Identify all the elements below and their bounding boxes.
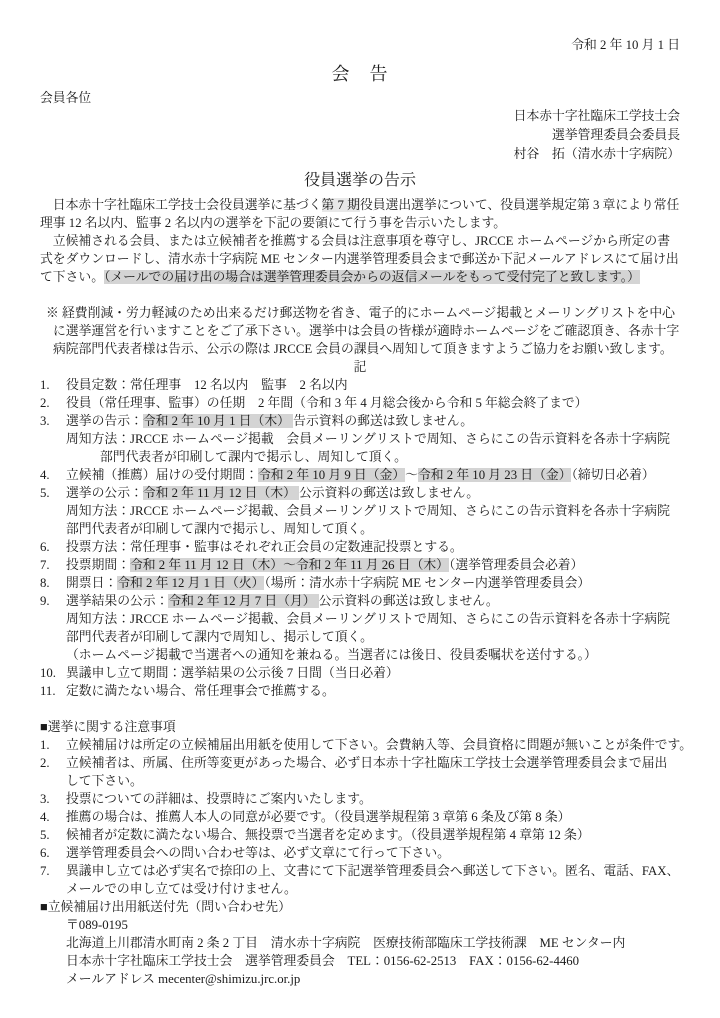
item-number: 5. <box>40 486 50 500</box>
highlighted-text: 令和 2 年 10 月 23 日（金） <box>417 468 572 482</box>
document-date: 令和 2 年 10 月 1 日 <box>571 38 680 52</box>
item-number: 3. <box>40 414 50 428</box>
item-number: 9. <box>40 594 50 608</box>
text-run: 定数に満たない場合、常任理事会で推薦する。 <box>66 684 335 698</box>
item-number: 4. <box>40 810 50 824</box>
paragraph-line <box>40 232 680 250</box>
postal-code: 〒089-0195 <box>66 918 128 932</box>
text-run: （締切日必着） <box>571 468 655 482</box>
list-item <box>40 808 680 826</box>
list-item <box>40 466 680 484</box>
text-run: 役員（常任理事、監事）の任期 2 年間（令和 3 年 4 月総会後から令和 5 年総会終了まで） <box>66 396 588 410</box>
paragraph-line <box>40 214 680 232</box>
ki-marker: 記 <box>353 360 367 374</box>
list-item <box>40 754 680 790</box>
salutation: 会員各位 <box>40 91 92 105</box>
address-line: 北海道上川郡清水町南 2 条 2 丁目 清水赤十字病院 医療技術部臨床工学技術課 ME センター内 <box>66 936 626 950</box>
list-item <box>40 394 680 412</box>
item-line <box>66 556 680 574</box>
text-run: 投票期間： <box>66 558 130 572</box>
highlighted-text: 令和 2 年 12 月 7 日（月） <box>168 594 319 608</box>
sender-block <box>40 107 680 164</box>
text-run: 選挙の公示： <box>66 486 143 500</box>
intro-paragraph-1 <box>40 196 680 232</box>
text-run: 周知方法：JRCCE ホームページ掲載 会員メーリングリストで周知、さらにこの告示資料を各赤十字病院 <box>66 432 670 446</box>
list-item <box>40 412 680 466</box>
highlighted-text: 第 7 期 <box>321 198 360 212</box>
paragraph-line <box>40 196 680 214</box>
text-run: 日本赤十字社臨床工学技士会役員選挙に基づく <box>40 198 322 212</box>
text-run: 投票についての詳細は、投票時にご案内いたします。 <box>66 792 372 806</box>
text-run: 異議申し立て期間：選挙結果の公示後 7 日間（当日必着） <box>66 666 399 680</box>
paragraph-line <box>40 268 680 286</box>
list-item <box>40 844 680 862</box>
text-run: 公示資料の郵送は致しません。 <box>318 594 499 608</box>
phone-fax-line: 日本赤十字社臨床工学技士会 選挙管理委員会 TEL：0156-62-2513 FAX：0156-62-4460 <box>66 954 580 968</box>
item-line <box>66 754 680 772</box>
highlighted-text: 令和 2 年 10 月 1 日（木） <box>142 414 294 428</box>
item-line <box>66 520 680 538</box>
list-item <box>40 538 680 556</box>
highlighted-text: 令和 2 年 11 月 12 日（木）～令和 2 年 11 月 26 日（木） <box>129 558 449 572</box>
list-item <box>40 592 680 664</box>
text-run: 開票日： <box>66 576 118 590</box>
list-item <box>40 682 680 700</box>
text-run: 推薦の場合は、推薦人本人の同意が必要です。（役員選挙規程第 3 章第 6 条及び第 8 条） <box>66 810 571 824</box>
item-line <box>66 862 680 880</box>
intro-paragraph-2 <box>40 232 680 286</box>
item-number: 8. <box>40 576 50 590</box>
text-run: 部門代表者が印刷して課内で周知し、掲示して頂く。 <box>66 630 373 644</box>
item-number: 5. <box>40 828 50 842</box>
item-number: 2. <box>40 756 50 770</box>
item-line <box>66 466 680 484</box>
item-number: 7. <box>40 864 50 878</box>
item-line <box>66 736 693 754</box>
text-run: 役員選出選挙について、役員選挙規定第 3 章により常任 <box>359 198 680 212</box>
sender-organization: 日本赤十字社臨床工学技士会 <box>513 109 680 123</box>
list-item <box>40 826 680 844</box>
item-number: 11. <box>40 684 56 698</box>
list-item <box>40 736 693 754</box>
highlighted-text: 令和 2 年 10 月 9 日（金） <box>257 468 406 482</box>
contact-block <box>40 916 680 988</box>
item-line <box>66 502 680 520</box>
notice-list <box>40 736 693 898</box>
paragraph-line <box>40 250 680 268</box>
item-number: 6. <box>40 540 50 554</box>
list-item <box>40 376 680 394</box>
text-run: 立候補届けは所定の立候補届出用紙を使用して下さい。会費納入等、会員資格に問題が無いことが条件です。 <box>66 738 693 752</box>
item-line <box>66 682 680 700</box>
spacer <box>40 286 680 304</box>
item-number: 3. <box>40 792 50 806</box>
text-run: （ホームページ掲載で当選者への通知を兼ねる。当選者には後日、役員委嘱状を送付する。） <box>66 648 597 662</box>
item-line <box>66 484 680 502</box>
text-run: 部門代表者が印刷して課内で掲示し、周知して頂く。 <box>66 522 373 536</box>
text-run: メールでの申し立ては受け付けません。 <box>66 882 297 896</box>
item-number: 10. <box>40 666 56 680</box>
doc-title: 役員選挙の告示 <box>303 172 416 189</box>
list-item <box>40 664 680 682</box>
remark-line: に選挙運営を行いますことをご了承下さい。選挙中は会員の皆様が適時ホームページをご確認頂き、各赤十字 <box>53 324 680 338</box>
text-run: て下さい。 <box>40 270 104 284</box>
text-run: 告示資料の郵送は致しません。 <box>293 414 474 428</box>
remark-line: ※ 経費削減・労力軽減のため出来るだけ郵送物を省き、電子的にホームページ掲載とメーリングリストを中心 <box>46 306 675 320</box>
item-number: 1. <box>40 738 50 752</box>
remark-paragraph <box>40 304 680 358</box>
text-run: 公示資料の郵送は致しません。 <box>299 486 480 500</box>
notice-section-header: ■選挙に関する注意事項 <box>40 720 176 734</box>
text-run: （選挙管理委員会必着） <box>448 558 584 572</box>
text-run: 選挙結果の公示： <box>66 594 169 608</box>
announcement-title: 会 告 <box>331 64 389 84</box>
text-run: 役員定数：常任理事 12 名以内 監事 2 名以内 <box>66 378 348 392</box>
item-line <box>66 394 680 412</box>
item-number: 6. <box>40 846 50 860</box>
item-number: 2. <box>40 396 50 410</box>
item-line <box>66 790 680 808</box>
item-line <box>66 808 680 826</box>
item-line <box>66 538 680 556</box>
item-line <box>66 880 680 898</box>
list-item <box>40 574 680 592</box>
text-run: 部門代表者が印刷して課内で掲示し、周知して頂く。 <box>100 450 407 464</box>
item-line <box>66 592 680 610</box>
text-run: 投票方法：常任理事・監事はそれぞれ正会員の定数連記投票とする。 <box>66 540 463 554</box>
list-item <box>40 790 680 808</box>
remark-line: 病院部門代表者様は告示、公示の際は JRCCE 会員の課員へ周知して頂きますようご協力をお願い致します。 <box>53 342 673 356</box>
item-line <box>66 610 680 628</box>
item-line <box>66 412 680 430</box>
text-run: 選挙の告示： <box>66 414 143 428</box>
text-run: （場所：清水赤十字病院 ME センター内選挙管理委員会） <box>264 576 591 590</box>
text-run: 立候補される会員、または立候補者を推薦する会員は注意事項を尊守し、JRCCE ホームページから所定の書 <box>40 234 671 248</box>
item-line <box>66 826 680 844</box>
text-run: 立候補（推薦）届けの受付期間： <box>66 468 258 482</box>
contact-section-header: ■立候補届け出用紙送付先（問い合わせ先） <box>40 900 291 914</box>
highlighted-text: 令和 2 年 11 月 12 日（木） <box>142 486 300 500</box>
item-number: 4. <box>40 468 50 482</box>
item-line <box>66 844 680 862</box>
item-number: 7. <box>40 558 50 572</box>
text-run: 理事 12 名以内、監事 2 名以内の選挙を下記の要領にて行う事を告示いたします。 <box>40 216 507 230</box>
item-line <box>66 376 680 394</box>
item-line <box>66 664 680 682</box>
sender-role: 選挙管理委員会委員長 <box>552 128 680 142</box>
text-run: して下さい。 <box>66 774 143 788</box>
item-line <box>66 772 680 790</box>
item-number: 1. <box>40 378 50 392</box>
item-line <box>66 448 680 466</box>
text-run: 異議申し立ては必ず実名で捺印の上、文書にて下記選挙管理委員会へ郵送して下さい。匿名、電話、FAX、 <box>66 864 680 878</box>
announcement-list <box>40 376 680 700</box>
text-run: 式をダウンロードし、清水赤十字病院 ME センター内選挙管理委員会まで郵送か下記メールアドレスにて届け出 <box>40 252 679 266</box>
text-run: 周知方法：JRCCE ホームページ掲載、会員メーリングリストで周知、さらにこの告示資料を各赤十字病院 <box>66 612 670 626</box>
list-item <box>40 484 680 538</box>
highlighted-text: （メールでの届け出の場合は選挙管理委員会からの返信メールをもって受付完了と致します。） <box>103 270 640 284</box>
list-item <box>40 556 680 574</box>
highlighted-text: 令和 2 年 12 月 1 日（火） <box>117 576 265 590</box>
text-run: 候補者が定数に満たない場合、無投票で当選者を定めます。（役員選挙規程第 4 章第 12 条） <box>66 828 590 842</box>
spacer <box>40 700 680 718</box>
sender-name: 村谷 拓（清水赤十字病院） <box>513 147 680 161</box>
email-line: メールアドレス mecenter@shimizu.jrc.or.jp <box>66 972 301 986</box>
text-run: 選挙管理委員会への問い合わせ等は、必ず文章にて行って下さい。 <box>66 846 450 860</box>
text-run: 立候補者は、所属、住所等変更があった場合、必ず日本赤十字社臨床工学技士会選挙管理委員会まで届出 <box>66 756 668 770</box>
text-run: ～ <box>405 468 418 482</box>
list-item <box>40 862 680 898</box>
item-line <box>66 430 680 448</box>
text-run: 周知方法：JRCCE ホームページ掲載、会員メーリングリストで周知、さらにこの告示資料を各赤十字病院 <box>66 504 670 518</box>
item-line <box>66 628 680 646</box>
item-line <box>66 574 680 592</box>
item-line <box>66 646 680 664</box>
